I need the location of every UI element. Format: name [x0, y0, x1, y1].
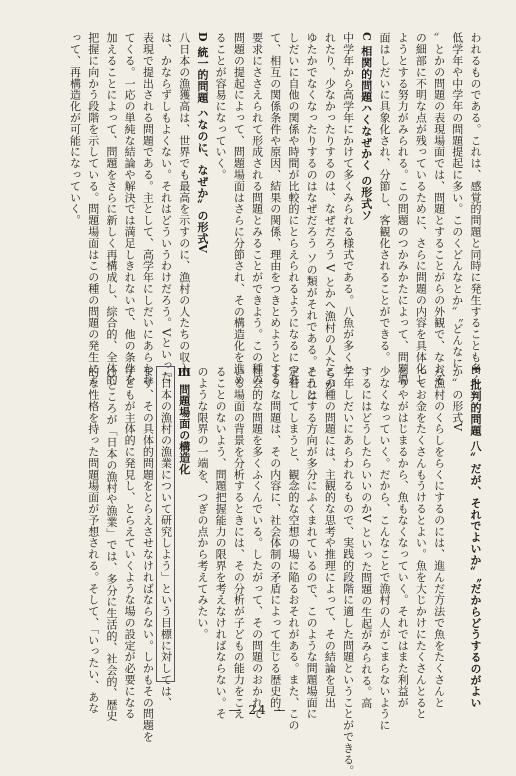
text-line: そうとする方向が多分にふくまれているので、このような問題場面に	[305, 366, 319, 720]
text-line: 加えることによって、問題をさらに新しく再構成し、綜合的、全体的	[104, 32, 118, 386]
text-line: ることのないよう、問題把握能力の限界を考えなければならない。そ	[214, 366, 228, 720]
page-number: — 24 —	[228, 703, 288, 717]
text-line: てくる。一応の単純な結論や解決では満足しきれないで、他の条件を	[123, 32, 137, 386]
text-line: 低学年や中学年の問題提起に多い。このくどんなとか〟〝どんなに	[450, 32, 464, 369]
text-line: の細部に不明な点が残っているために、さらに問題の内容を具体化し	[414, 32, 428, 386]
text-line: 少なくなっていく。だから、こんなことで漁村の人がこまらないように	[377, 366, 391, 731]
text-line: するにはどうしたらいいのかV といった問題の生起がみられる。高	[359, 366, 373, 709]
text-line: か〟の形式V	[450, 366, 464, 432]
text-line: って、再構造化が可能になっていく。	[68, 32, 82, 226]
text-line: 要求にささえられて形成される問題とみることができよう。この種の	[250, 32, 264, 386]
text-line: ることが容易になっていく。	[214, 32, 228, 181]
text-line: 的な性格を持った問題場面が予想される。そして、「いったい、あな	[86, 366, 100, 714]
text-line: 把握に向かう段階を示している。問題場面はこの種の問題の発生によ	[86, 32, 100, 386]
text-line: 定着してしまうと、観念的な空想の場に陥るおそれがある。また、この	[286, 366, 300, 731]
text-line: れたり、少なかったりするのは、なぜだろう V とかへ漁村の人たちが	[323, 32, 337, 391]
section-heading: D 統一的問題 ハなのに、なぜか〟の形式V	[195, 32, 209, 254]
text-line: て、相互の関係条件や原因、結果の関係、理由をつきとめようとする	[268, 32, 282, 386]
text-line: ってお金をたくさんもうけるとよい。魚を大じかけにたくさんとると	[414, 366, 428, 720]
text-line: まず、その具体的問題をとらえさせなければならない。しかもその問題を	[141, 366, 155, 743]
text-line: 表現で提出される問題である。主として、高学年にしだいにあらわれ	[141, 32, 155, 386]
text-line: 八日本の漁獲高は、世界でも最高を示すのに、漁村の人たちの収入	[177, 32, 191, 374]
text-line: 学年しだいにあらわれるもので、実践的段階に適した問題ということができる。	[341, 366, 355, 776]
text-line: は、かならずしもよくない。それはどういうわけだろう。Vといった	[159, 32, 173, 383]
text-line: 「日本の漁村の漁業について研究しよう」という目標に対しては、	[156, 366, 174, 682]
text-line: 子どもが主体的に発見し、とらえていくような場の設定が必要になる	[123, 366, 137, 720]
text-line: ような問題は、その内容に、社会体制の矛盾によって生じる歴史的、	[268, 366, 282, 720]
text-line: 社会的な問題を多くふくんでいる。したがって、その問題のおかれて	[250, 366, 264, 720]
text-line: ようとする努力がみられる。この問題のつかみかたによって、問題場	[396, 32, 410, 386]
text-line: 八漁村のくらしをらくにするのには、進んだ方法で魚をたくさんと	[432, 366, 446, 708]
text-line: 問題の提起によって、問題場面はさらに分節され、その構造化を進め	[232, 32, 246, 386]
text-line: とりやがはじまるから、魚もなくなっていく。それではまた利益が	[396, 366, 410, 708]
text-line: しだいに自他の関係や時間が比較的にとらえられるようになるにつれ	[286, 32, 300, 386]
text-line: 〟とかの問題の表現場面では、問題とすることがらの外観で、なおそ	[432, 32, 446, 386]
text-line: 中学年から高学年にかけて多くみられる様式である。八魚が多くと	[341, 32, 355, 374]
section-heading: E 批判的問題 八〟だが、それでよいか〟〝だからどうするのがよい	[469, 366, 482, 709]
text-line: ゆたかでなくなったりするのはなぜだろう ソの類がそれである。これは	[305, 32, 319, 401]
text-line: ○ところが「日本の漁村や漁業」では、多分に生活的、社会的、歴史	[104, 366, 118, 722]
text-line: のような限界の一端を、つぎの点から考えてみたい。	[195, 366, 209, 640]
text-line: いる場面の背景を分析するときには、その分析が子どもの能力をこえ	[232, 366, 246, 720]
text-line: 面はしだいに具象化され、分節し、客観化されることができる。	[377, 32, 391, 363]
section-heading: C 相関的問題ハくなぜかく の形式ソ	[359, 32, 373, 221]
section-heading: Ⅲ 問題場面の構造化	[177, 366, 191, 475]
text-line: この種の問題には、主観的な思考や推理によって、その結論を見出	[323, 366, 337, 708]
text-line: われるものである。これは、感覚的問題と同時に発生することも多く	[469, 32, 482, 386]
upper-text-column	[65, 32, 484, 401]
